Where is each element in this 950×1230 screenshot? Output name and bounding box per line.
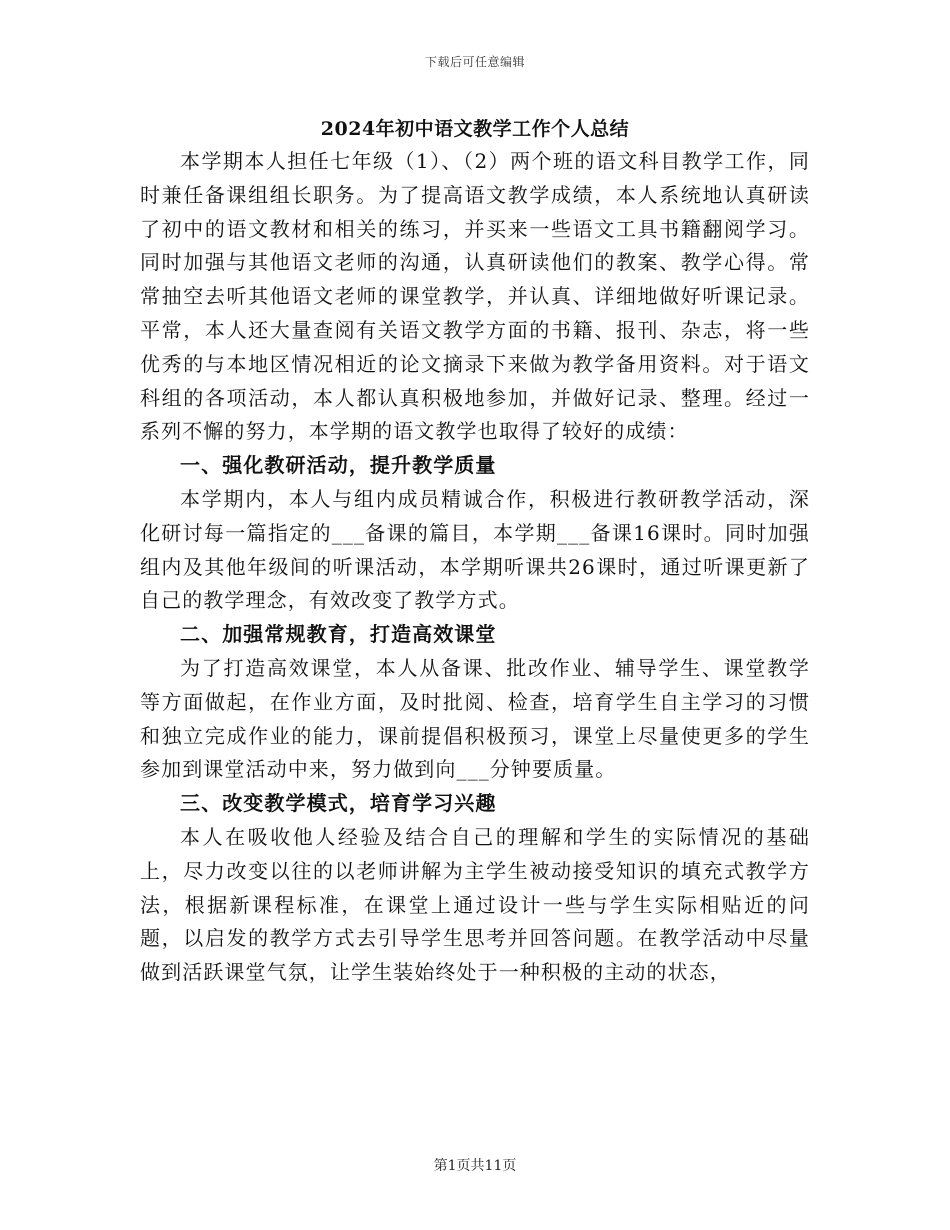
section-1-paragraph: 本学期内，本人与组内成员精诚合作，积极进行教研教学活动，深化研讨每一篇指定的___备课的篇目，本学期___备课16课时。同时加强组内及其他年级间的听课活动，本学期听课共26课时，通过听课更新了自己的教学理念，有效改变了教学方式。	[140, 486, 810, 613]
section-2-paragraph: 为了打造高效课堂，本人从备课、批改作业、辅导学生、课堂教学等方面做起，在作业方面，及时批阅、检查，培育学生自主学习的习惯和独立完成作业的能力，课前提倡积极预习，课堂上尽量使更多的学生参加到课堂活动中来，努力做到向___分钟要质量。	[140, 655, 810, 782]
page-number: 第1页共11页	[433, 1158, 517, 1174]
section-3-paragraph: 本人在吸收他人经验及结合自己的理解和学生的实际情况的基础上，尽力改变以往的以老师讲解为主学生被动接受知识的填充式教学方法，根据新课程标准，在课堂上通过设计一些与学生实际相贴近的问题，以启发的教学方式去引导学生思考并回答问题。在教学活动中尽量做到活跃课堂气氛，让学生装始终处于一种积极的主动的状态，	[140, 824, 810, 985]
section-heading-1: 一、强化教研活动，提升教学质量	[180, 453, 497, 478]
section-heading-2: 二、加强常规教育，打造高效课堂	[180, 622, 497, 647]
document-title: 2024年初中语文教学工作个人总结	[320, 118, 630, 140]
section-heading-3: 三、改变教学模式，培育学习兴趣	[180, 791, 497, 816]
document-body	[140, 145, 810, 990]
intro-paragraph: 本学期本人担任七年级（1）、（2）两个班的语文科目教学工作，同时兼任备课组组长职务。为了提高语文教学成绩，本人系统地认真研读了初中的语文教材和相关的练习，并买来一些语文工具书籍翻阅学习。同时加强与其他语文老师的沟通，认真研读他们的教案、教学心得。常常抽空去听其他语文老师的课堂教学，并认真、详细地做好听课记录。平常，本人还大量查阅有关语文教学方面的书籍、报刊、杂志，将一些优秀的与本地区情况相近的论文摘录下来做为教学备用资料。对于语文科组的各项活动，本人都认真积极地参加，并做好记录、整理。经过一系列不懈的努力，本学期的语文教学也取得了较好的成绩：	[140, 149, 810, 444]
page-header-note: 下载后可任意编辑	[424, 55, 525, 69]
